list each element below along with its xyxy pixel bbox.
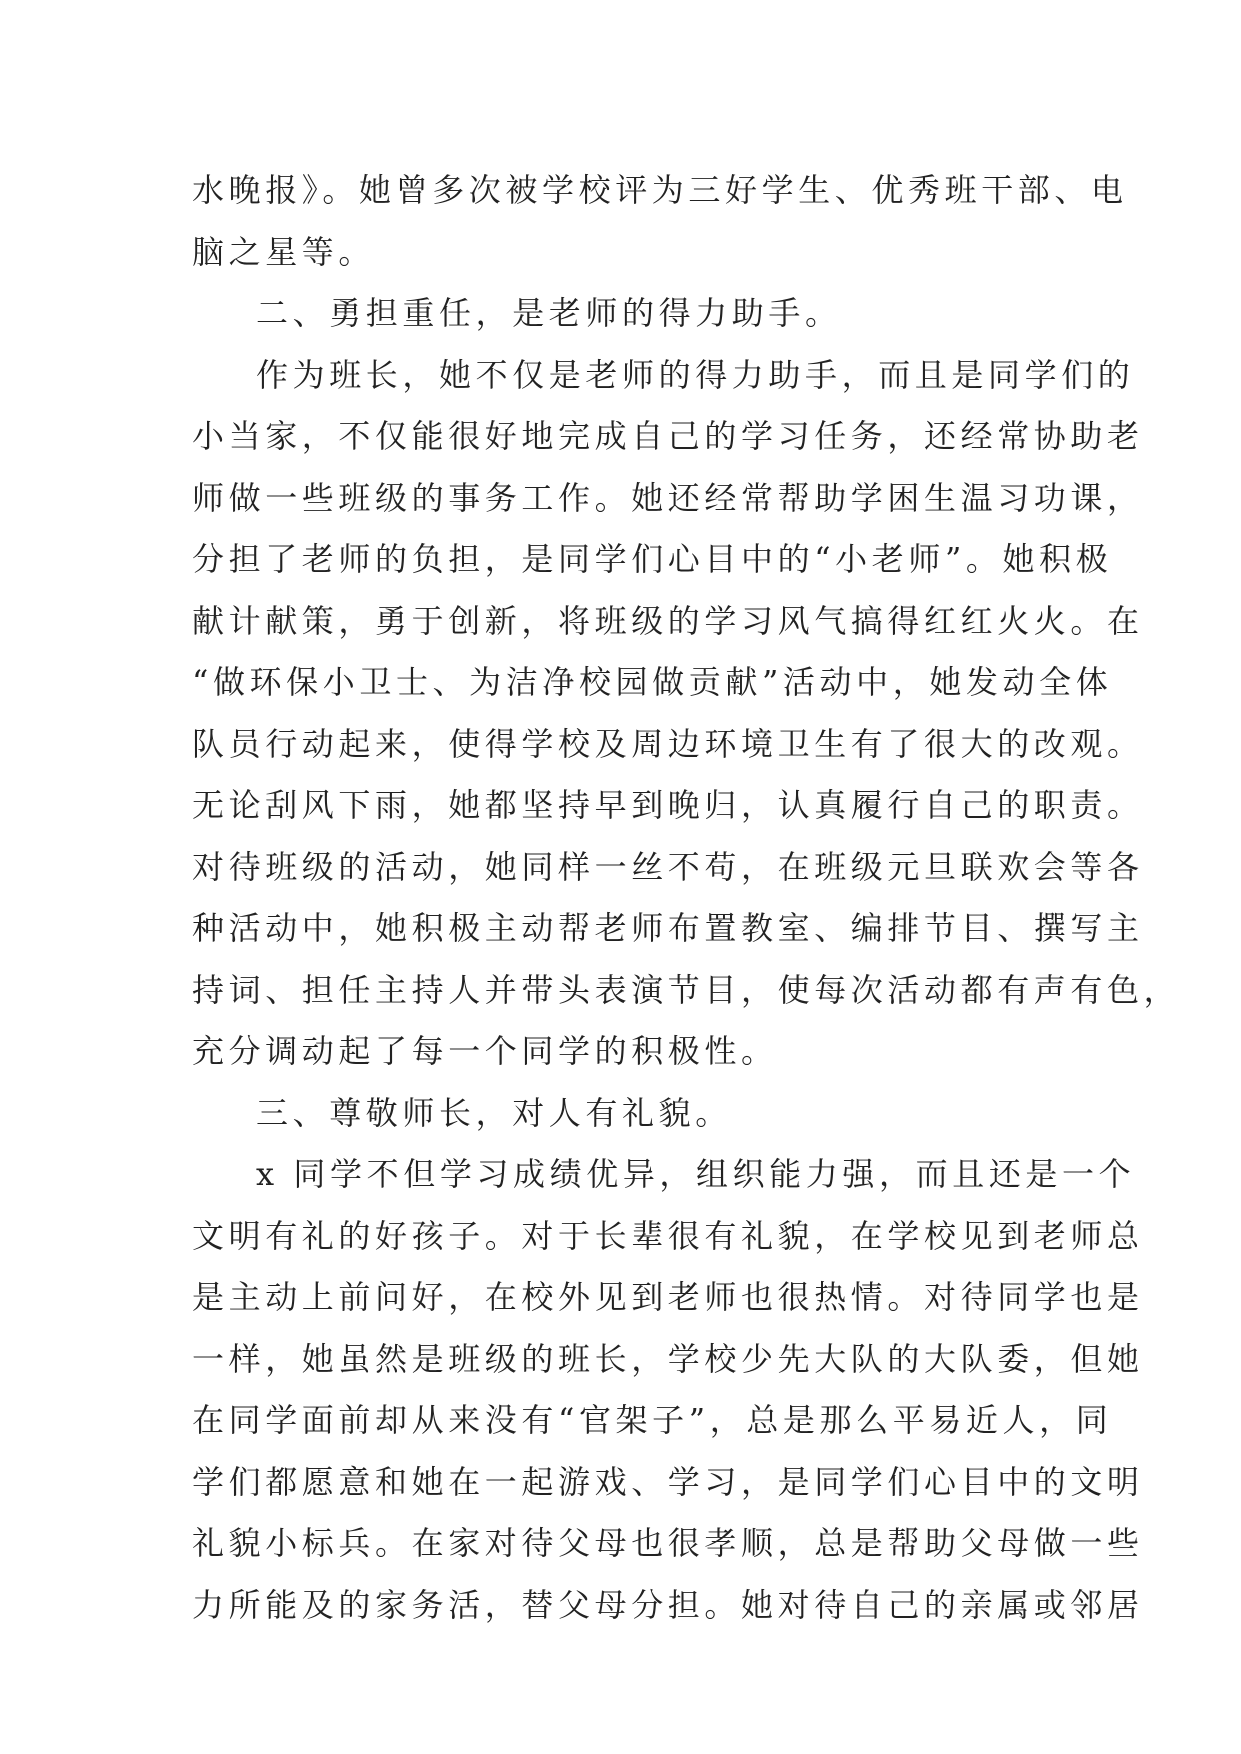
text-line: 在同学面前却从来没有“官架子”，总是那么平易近人，同 xyxy=(192,1401,1113,1439)
text-line: 持词、担任主持人并带头表演节目，使每次活动都有声有色， xyxy=(192,970,1181,1009)
text-line: 献计献策，勇于创新，将班级的学习风气搞得红红火火。在 xyxy=(192,601,1144,640)
text-line: 充分调动起了每一个同学的积极性。 xyxy=(192,1032,778,1070)
text-line: 水晚报》。她曾多次被学校评为三好学生、优秀班干部、电 xyxy=(192,171,1128,209)
text-line: 礼貌小标兵。在家对待父母也很孝顺，总是帮助父母做一些 xyxy=(192,1524,1144,1562)
text-line: 种活动中，她积极主动帮老师布置教室、编排节目、撰写主 xyxy=(192,909,1144,947)
text-line: “做环保小卫士、为洁净校园做贡献”活动中，她发动全体 xyxy=(192,663,1113,701)
text-line: 师做一些班级的事务工作。她还经常帮助学困生温习功课， xyxy=(192,478,1144,517)
section-heading: 二、勇担重任，是老师的得力助手。 xyxy=(256,294,842,332)
text-line: 文明有礼的好孩子。对于长辈很有礼貌，在学校见到老师总 xyxy=(192,1216,1144,1255)
text-line: 一样，她虽然是班级的班长，学校少先大队的大队委，但她 xyxy=(192,1339,1144,1378)
text-line: 脑之星等。 xyxy=(192,232,376,271)
text-line: 队员行动起来，使得学校及周边环境卫生有了很大的改观。 xyxy=(192,724,1144,763)
text-line: 小当家，不仅能很好地完成自己的学习任务，还经常协助老 xyxy=(192,417,1144,455)
text-line: x 同学不但学习成绩优异，组织能力强，而且还是一个 xyxy=(256,1155,1136,1193)
text-line: 力所能及的家务活，替父母分担。她对待自己的亲属或邻居 xyxy=(192,1585,1144,1624)
text-line: 作为班长，她不仅是老师的得力助手，而且是同学们的 xyxy=(256,355,1135,394)
text-line: 分担了老师的负担，是同学们心目中的“小老师”。她积极 xyxy=(192,540,1113,578)
text-line: 对待班级的活动，她同样一丝不苟，在班级元旦联欢会等各 xyxy=(192,847,1144,886)
section-heading: 三、尊敬师长，对人有礼貌。 xyxy=(256,1093,732,1132)
text-line: 无论刮风下雨，她都坚持早到晚归，认真履行自己的职责。 xyxy=(192,786,1144,824)
text-line: 学们都愿意和她在一起游戏、学习，是同学们心目中的文明 xyxy=(192,1462,1144,1501)
body-text xyxy=(192,160,1181,1636)
text-line: 是主动上前问好，在校外见到老师也很热情。对待同学也是 xyxy=(192,1278,1144,1316)
